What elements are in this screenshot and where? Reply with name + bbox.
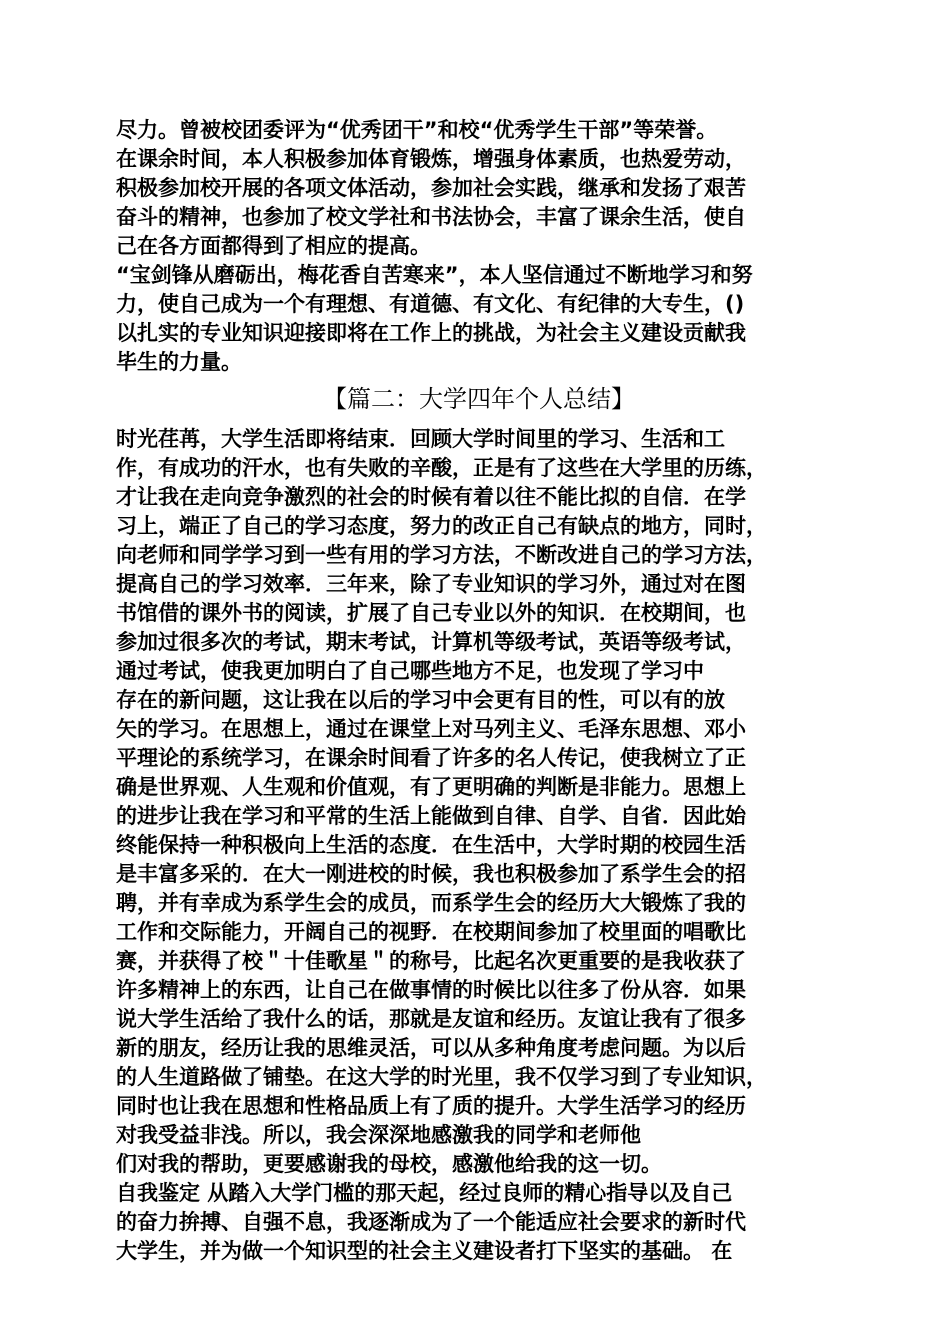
text-line: 习上，端正了自己的学习态度，努力的改正自己有缺点的地方，同时，: [116, 514, 767, 538]
text-line: 自我鉴定 从踏入大学门槛的那天起，经过良师的精心指导以及自己: [116, 1181, 733, 1205]
text-line: 确是世界观、人生观和价值观，有了更明确的判断是非能力。思想上: [116, 775, 746, 799]
section-1-body: [116, 116, 842, 377]
text-line: 奋斗的精神，也参加了校文学社和书法协会，丰富了课余生活，使自: [116, 205, 746, 229]
document-page: [116, 116, 842, 1266]
text-line: 作，有成功的汗水，也有失败的辛酸，正是有了这些在大学里的历练，: [116, 456, 767, 480]
text-line: 存在的新问题，这让我在以后的学习中会更有目的性，可以有的放: [116, 688, 725, 712]
text-line: 时光荏苒，大学生活即将结束．回顾大学时间里的学习、生活和工: [116, 427, 725, 451]
text-line: 终能保持一种积极向上生活的态度．在生活中，大学时期的校园生活: [116, 833, 746, 857]
text-line: 对我受益非浅。所以，我会深深地感激我的同学和老师他: [116, 1123, 641, 1147]
text-line: 赛，并获得了校＂十佳歌星＂的称号，比起名次更重要的是我收获了: [116, 949, 746, 973]
text-line: 是丰富多采的．在大一刚进校的时候，我也积极参加了系学生会的招: [116, 862, 746, 886]
text-line: 同时也让我在思想和性格品质上有了质的提升。大学生活学习的经历: [116, 1094, 746, 1118]
text-line: 以扎实的专业知识迎接即将在工作上的挑战，为社会主义建设贡献我: [116, 321, 746, 345]
text-line: 在课余时间，本人积极参加体育锻炼，增强身体素质，也热爱劳动，: [116, 147, 746, 171]
text-line: 才让我在走向竞争激烈的社会的时候有着以往不能比拟的自信．在学: [116, 485, 746, 509]
text-line: 书馆借的课外书的阅读，扩展了自己专业以外的知识．在校期间，也: [116, 601, 746, 625]
section-2-body: [116, 425, 842, 1266]
text-line: 说大学生活给了我什么的话，那就是友谊和经历。友谊让我有了很多: [116, 1007, 746, 1031]
text-line: “宝剑锋从磨砺出，梅花香自苦寒来”，本人坚信通过不断地学习和努: [116, 263, 753, 287]
text-line: 矢的学习。在思想上，通过在课堂上对马列主义、毛泽东思想、邓小: [116, 717, 746, 741]
text-line: 提高自己的学习效率．三年来，除了专业知识的学习外，通过对在图: [116, 572, 746, 596]
text-line: 己在各方面都得到了相应的提高。: [116, 234, 431, 258]
section-heading: 【篇二：大学四年个人总结】: [323, 385, 635, 413]
text-line: 平理论的系统学习，在课余时间看了许多的名人传记，使我树立了正: [116, 746, 746, 770]
text-line: 大学生，并为做一个知识型的社会主义建设者打下坚实的基础。 在: [116, 1239, 733, 1263]
text-line: 力，使自己成为一个有理想、有道德、有文化、有纪律的大专生，(): [116, 292, 745, 316]
text-line: 参加过很多次的考试，期末考试，计算机等级考试，英语等级考试，: [116, 630, 746, 654]
text-line: 新的朋友，经历让我的思维灵活，可以从多种角度考虑问题。为以后: [116, 1036, 746, 1060]
text-line: 毕生的力量。: [116, 350, 242, 374]
text-line: 通过考试，使我更加明白了自己哪些地方不足，也发现了学习中: [116, 659, 704, 683]
text-line: 们对我的帮助，更要感谢我的母校，感激他给我的这一切。: [116, 1152, 662, 1176]
text-line: 聘，并有幸成为系学生会的成员，而系学生会的经历大大锻炼了我的: [116, 891, 746, 915]
text-line: 积极参加校开展的各项文体活动，参加社会实践，继承和发扬了艰苦: [116, 176, 746, 200]
text-line: 许多精神上的东西，让自己在做事情的时候比以往多了份从容．如果: [116, 978, 746, 1002]
text-line: 的奋力拚搏、自强不息，我逐渐成为了一个能适应社会要求的新时代: [116, 1210, 746, 1234]
text-line: 工作和交际能力，开阔自己的视野．在校期间参加了校里面的唱歌比: [116, 920, 746, 944]
text-line: 的人生道路做了铺垫。在这大学的时光里，我不仅学习到了专业知识，: [116, 1065, 767, 1089]
text-line: 向老师和同学学习到一些有用的学习方法，不断改进自己的学习方法，: [116, 543, 767, 567]
text-line: 的进步让我在学习和平常的生活上能做到自律、自学、自省．因此始: [116, 804, 746, 828]
text-line: 尽力。曾被校团委评为“优秀团干”和校“优秀学生干部”等荣誉。: [116, 118, 718, 142]
